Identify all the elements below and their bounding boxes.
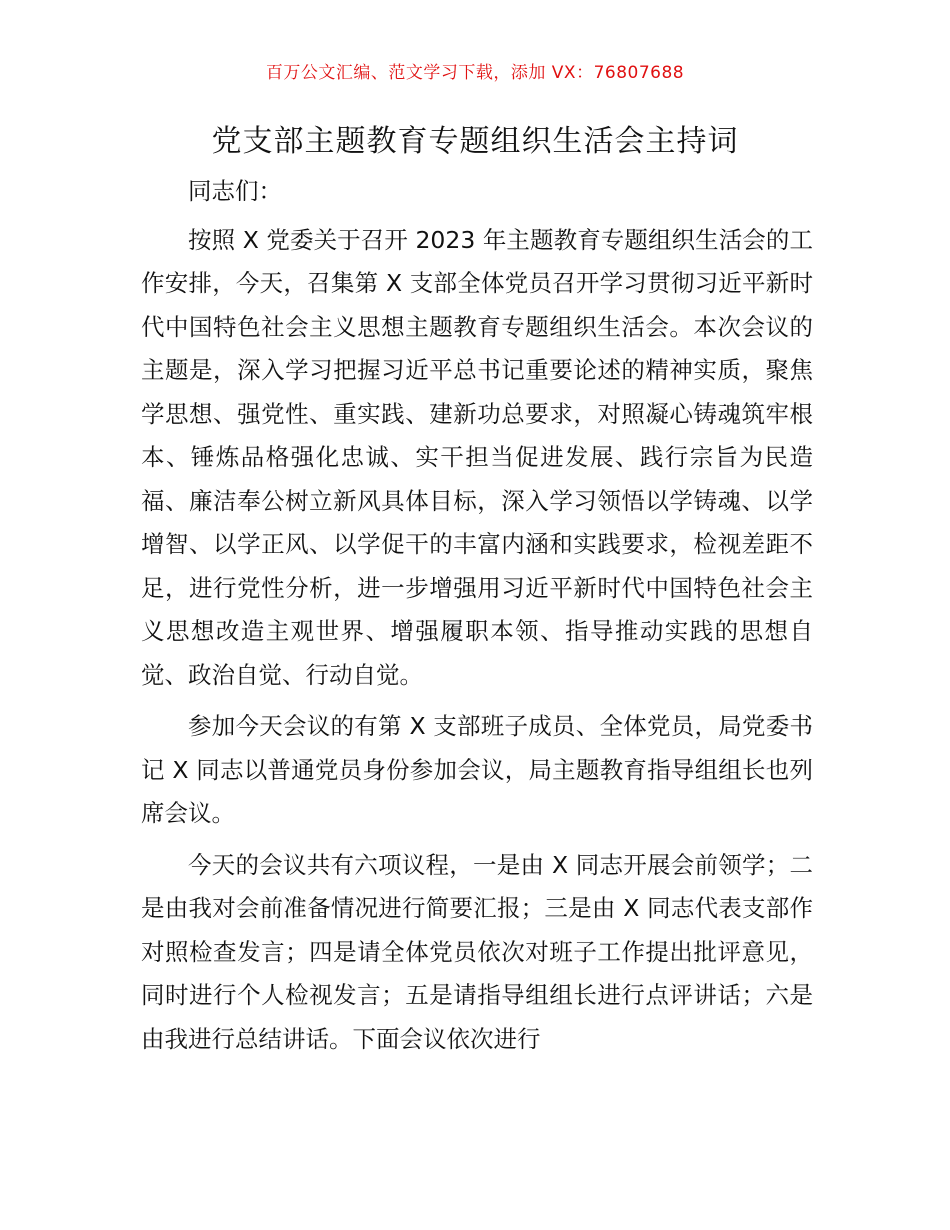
- paragraph-1: 按照 X 党委关于召开 2023 年主题教育专题组织生活会的工作安排，今天，召集第 X 支部全体党员召开学习贯彻习近平新时代中国特色社会主义思想主题教育专题组织生活会。本次会议的主题是，深入学习把握习近平总书记重要论述的精神实质，聚焦学思想、强党性、重实践、建新功总要求，对照凝心铸魂筑牢根本、锤炼品格强化忠诚、实干担当促进发展、践行宗旨为民造福、廉洁奉公树立新风具体目标，深入学习领悟以学铸魂、以学增智、以学正风、以学促干的丰富内涵和实践要求，检视差距不足，进行党性分析，进一步增强用习近平新时代中国特色社会主义思想改造主观世界、增强履职本领、指导推动实践的思想自觉、政治自觉、行动自觉。: [141, 225, 813, 689]
- paragraph-3: 今天的会议共有六项议程，一是由 X 同志开展会前领学；二是由我对会前准备情况进行简要汇报；三是由 X 同志代表支部作对照检查发言；四是请全体党员依次对班子工作提出批评意见，同时进行个人检视发言；五是请指导组组长进行点评讲话；六是由我进行总结讲话。下面会议依次进行: [141, 850, 813, 1053]
- document-title: 党支部主题教育专题组织生活会主持词: [211, 124, 739, 159]
- document-body: [141, 170, 813, 1069]
- salutation: 同志们：: [188, 177, 282, 205]
- paragraph-2: 参加今天会议的有第 X 支部班子成员、全体党员，局党委书记 X 同志以普通党员身份参加会议，局主题教育指导组组长也列席会议。: [141, 712, 813, 827]
- header-watermark-note: 百万公文汇编、范文学习下载，添加 VX：76807688: [265, 63, 685, 83]
